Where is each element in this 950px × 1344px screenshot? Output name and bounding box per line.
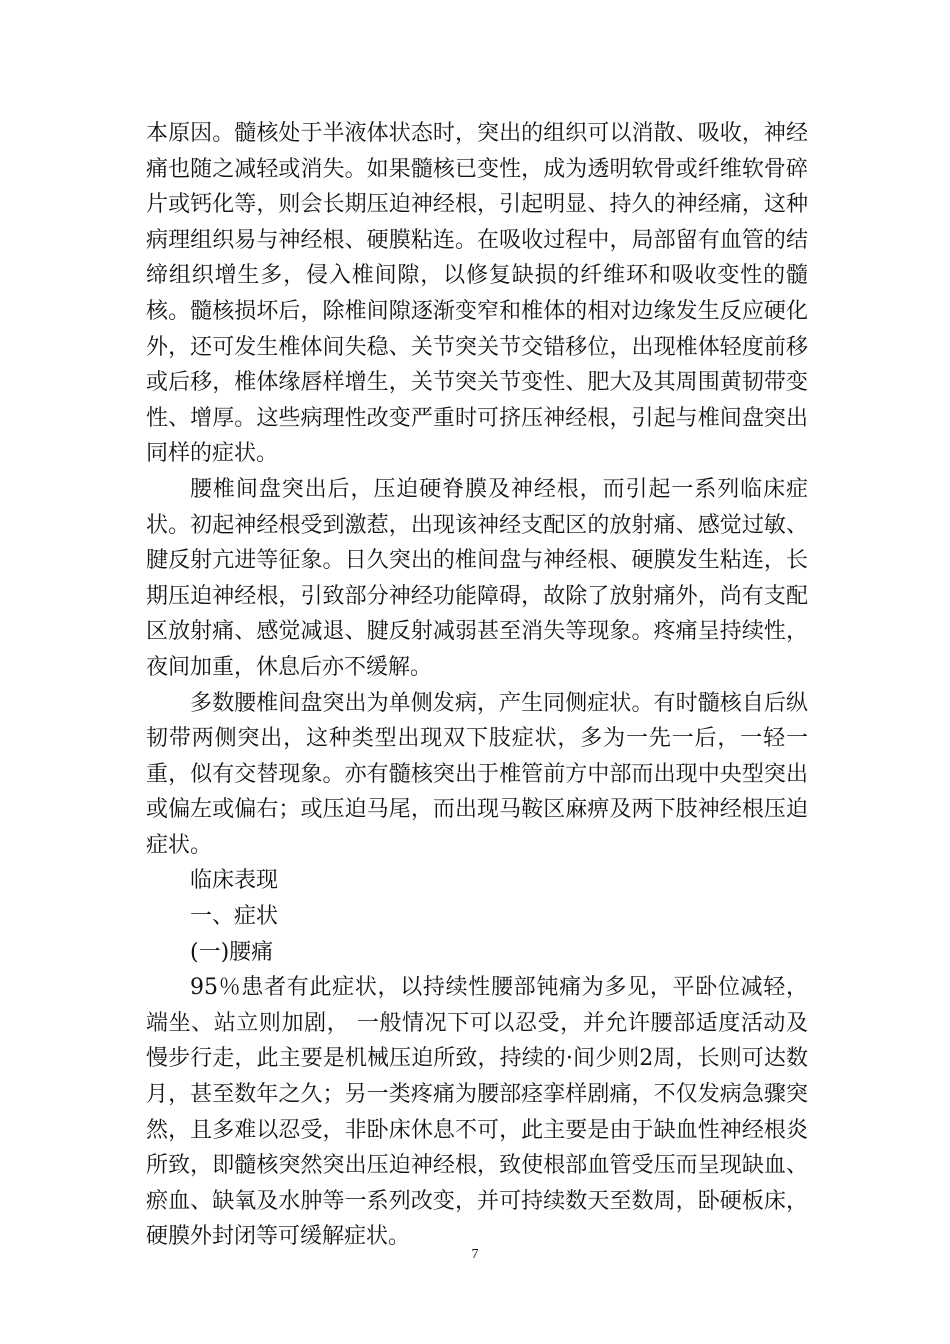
paragraph-pathology: 本原因。髓核处于半液体状态时，突出的组织可以消散、吸收，神经痛也随之减轻或消失。如果髓核已变性，成为透明软骨或纤维软骨碎片或钙化等，则会长期压迫神经根，引起明显、持久的神经痛，这种病理组织易与神经根、硬膜粘连。在吸收过程中，局部留有血管的结缔组织增生多，侵入椎间隙，以修复缺损的纤维环和吸收变性的髓核。髓核损坏后，除椎间隙逐渐变窄和椎体的相对边缘发生反应硬化外，还可发生椎体间失稳、关节突关节交错移位，出现椎体轻度前移或后移，椎体缘唇样增生，关节突关节变性、肥大及其周围黄韧带变性、增厚。这些病理性改变严重时可挤压神经根，引起与椎间盘突出同样的症状。 (146, 121, 808, 467)
paragraph-unilateral: 多数腰椎间盘突出为单侧发病，产生同侧症状。有时髓核自后纵韧带两侧突出，这种类型出现双下肢症状，多为一先一后，一轻一重，似有交替现象。亦有髓核突出于椎管前方中部而出现中央型突出或偏左或偏右；或压迫马尾，而出现马鞍区麻痹及两下肢神经根压迫症状。 (146, 690, 808, 858)
paragraph-nerve-compression: 腰椎间盘突出后，压迫硬脊膜及神经根，而引起一系列临床症状。初起神经根受到激惹，出现该神经支配区的放射痛、感觉过敏、腱反射亢进等征象。日久突出的椎间盘与神经根、硬膜发生粘连，长期压迫神经根，引致部分神经功能障碍，故除了放射痛外，尚有支配区放射痛、感觉减退、腱反射减弱甚至消失等现象。疼痛呈持续性，夜间加重，休息后亦不缓解。 (146, 476, 808, 680)
page-body (146, 116, 808, 1255)
heading-back-pain: (一)腰痛 (190, 939, 274, 965)
page-number: 7 (471, 1247, 479, 1262)
paragraph-back-pain: 95％患者有此症状，以持续性腰部钝痛为多见，平卧位减轻，端坐、站立则加剧， 一般情况下可以忍受，并允许腰部适度活动及慢步行走，此主要是机械压迫所致，持续的·间少则2周，长则可达数月，甚至数年之久；另一类疼痛为腰部痉挛样剧痛，不仅发病急骤突然，且多难以忍受，非卧床休息不可，此主要是由于缺血性神经根炎所致，即髓核突然突出压迫神经根，致使根部血管受压而呈现缺血、瘀血、缺氧及水肿等一系列改变，并可持续数天至数周，卧硬板床，硬膜外封闭等可缓解症状。 (146, 975, 808, 1250)
heading-clinical-manifestations: 临床表现 (190, 868, 279, 894)
heading-symptoms: 一、症状 (190, 904, 279, 930)
